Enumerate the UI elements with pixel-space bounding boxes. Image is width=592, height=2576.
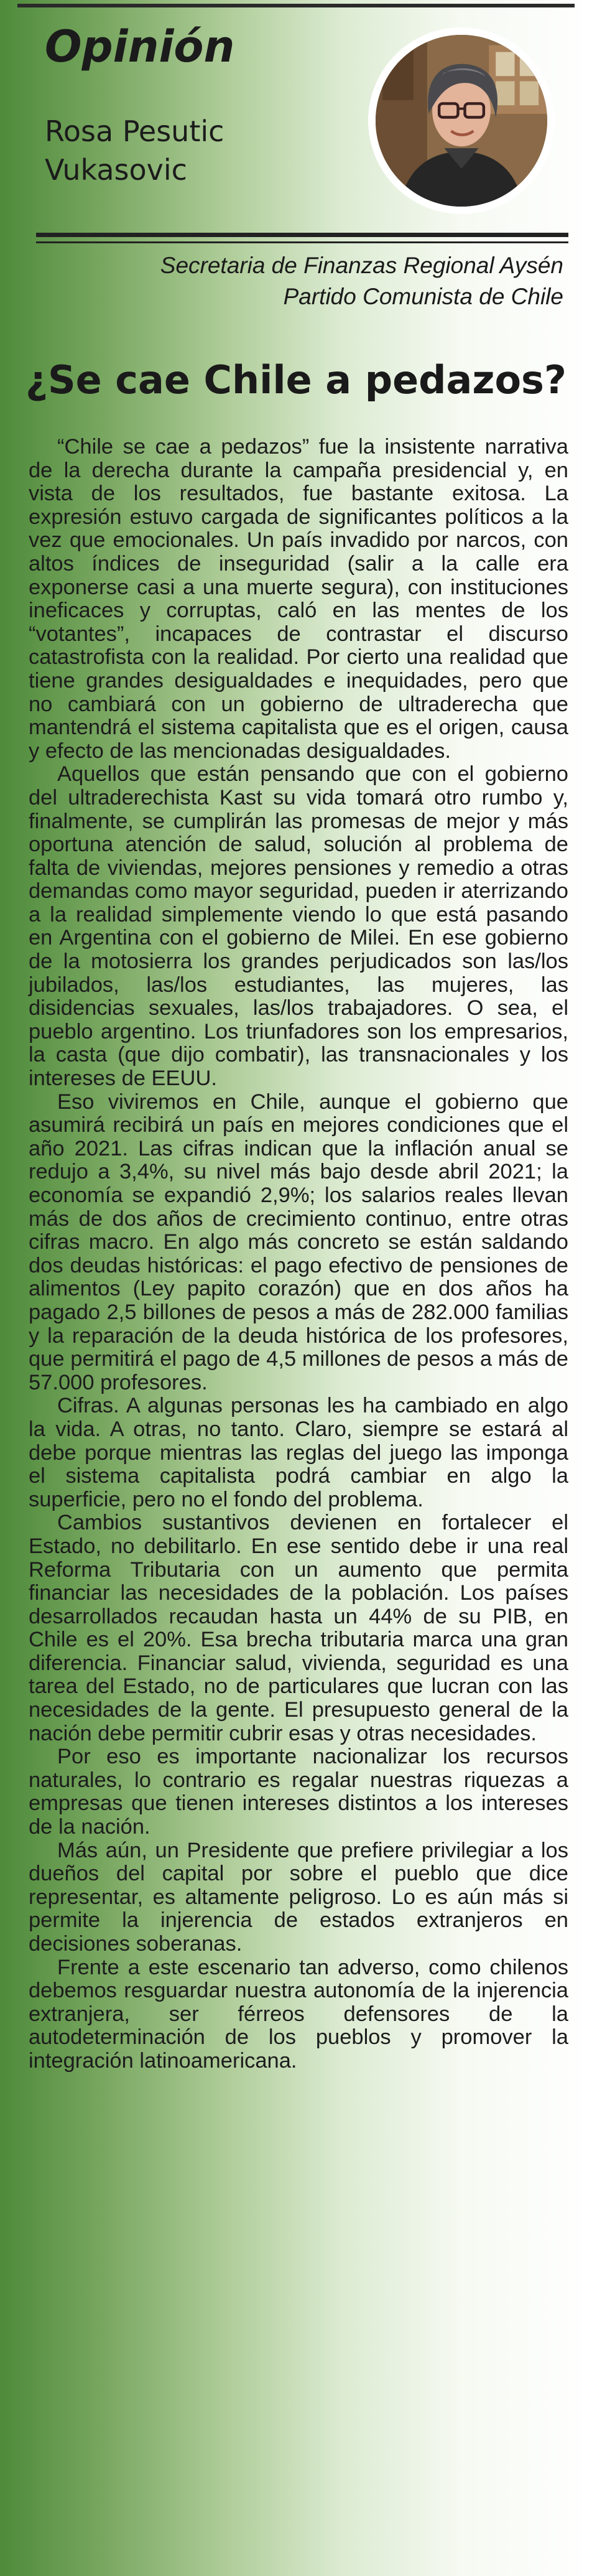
article-paragraph: Por eso es importante nacionalizar los recursos naturales, lo contrario es regalar nuestras riquezas a empresas que tienen intereses distintos a los intereses de la nación. [29,1745,568,1839]
header-rule-thick [36,233,568,237]
article-headline: ¿Se cae Chile a pedazos? [25,357,567,403]
article-paragraph: Aquellos que están pensando que con el gobierno del ultraderechista Kast su vida tomará otro rumbo y, finalmente, se cumplirán las promesas de mejor y más oportuna atención de salud, solución al problema de falta de viviendas, mejores pensiones y remedio a otras demandas como mayor seguridad, pueden ir aterrizando a la realidad simplemente viendo lo que está pasando en Argentina con el gobierno de Milei. En ese gobierno de la motosierra los grandes perjudicados son las/los jubilados, las/los estudiantes, las mujeres, las disidencias sexuales, las/los trabajadores. O sea, el pueblo argentino. Los triunfadores son los empresarios, la casta (que dijo combatir), las transnacionales y los intereses de EEUU. [29,762,568,1091]
author-name [45,112,224,189]
article-paragraph: Eso viviremos en Chile, aunque el gobierno que asumirá recibirá un país en mejores condiciones que el año 2021. Las cifras indican que la inflación anual se redujo a 3,4%, su nivel más bajo desde abril 2021; la economía se expandió 2,9%; los salarios reales llevan más de dos años de crecimiento continuo, entre otras cifras macro. En algo más concreto se están saldando dos deudas históricas: el pago efectivo de pensiones de alimentos (Ley papito corazón) que en dos años ha pagado 2,5 billones de pesos a más de 282.000 familias y la reparación de la deuda histórica de los profesores, que permitirá el pago de 4,5 millones de pesos a más de 57.000 profesores. [29,1090,568,1394]
affiliation-role: Secretaria de Finanzas Regional Aysén [160,253,563,278]
article-body [29,436,568,2073]
author-second-line: Vukasovic [45,153,187,187]
article-paragraph: Más aún, un Presidente que prefiere privilegiar a los dueños del capital por sobre el pueblo que dice representar, es altamente peligroso. Lo es aún más si permite la injerencia de estados extranjeros en decisiones soberanas. [29,1838,568,1956]
top-rule [17,4,575,7]
author-photo-illustration [376,35,547,207]
article-paragraph: Cifras. A algunas personas les ha cambiado en algo la vida. A otras, no tanto. Claro, siempre se estará al debe porque mientras las reglas del juego las imponga el sistema capitalista podrá cambiar en algo la superficie, pero no el fondo del problema. [29,1394,568,1511]
article-paragraph: Frente a este escenario tan adverso, como chilenos debemos resguardar nuestra autonomía de la injerencia extranjera, ser férreos defensores de la autodeterminación de los pueblos y promover la integración latinoamericana. [29,1955,568,2073]
header-rule-thin [36,241,568,243]
article-paragraph: “Chile se cae a pedazos” fue la insistente narrativa de la derecha durante la campaña presidencial y, en vista de los resultados, fue bastante exitosa. La expresión estuvo cargada de significantes políticos a la vez que emocionales. Un país invadido por narcos, con altos índices de inseguridad (salir a la calle era exponerse casi a una muerte segura), con instituciones ineficaces y corruptas, caló en las mentes de los “votantes”, incapaces de contrastar el discurso catastrofista con la realidad. Por cierto una realidad que tiene grandes desigualdades e inequidades, pero que no cambiará con un gobierno de ultraderecha que mantendrá el sistema capitalista que es el origen, causa y efecto de las mencionadas desigualdades. [29,435,568,763]
affiliation-party: Partido Comunista de Chile [283,284,563,309]
author-portrait [368,27,555,214]
section-label: Opinión [45,21,235,72]
article-paragraph: Cambios sustantivos devienen en fortalecer el Estado, no debilitarlo. En ese sentido debe ir una real Reforma Tributaria con un aumento que permita financiar las necesidades de la población. Los países desarrollados recaudan hasta un 44% de su PIB, en Chile es el 20%. Esa brecha tributaria marca una gran diferencia. Financiar salud, vivienda, seguridad es una tarea del Estado, no de particulares que lucran con las necesidades de la gente. El presupuesto general de la nación debe permitir cubrir esas y otras necesidades. [29,1511,568,1745]
author-affiliation [160,250,563,312]
author-first-line: Rosa Pesutic [45,114,224,148]
